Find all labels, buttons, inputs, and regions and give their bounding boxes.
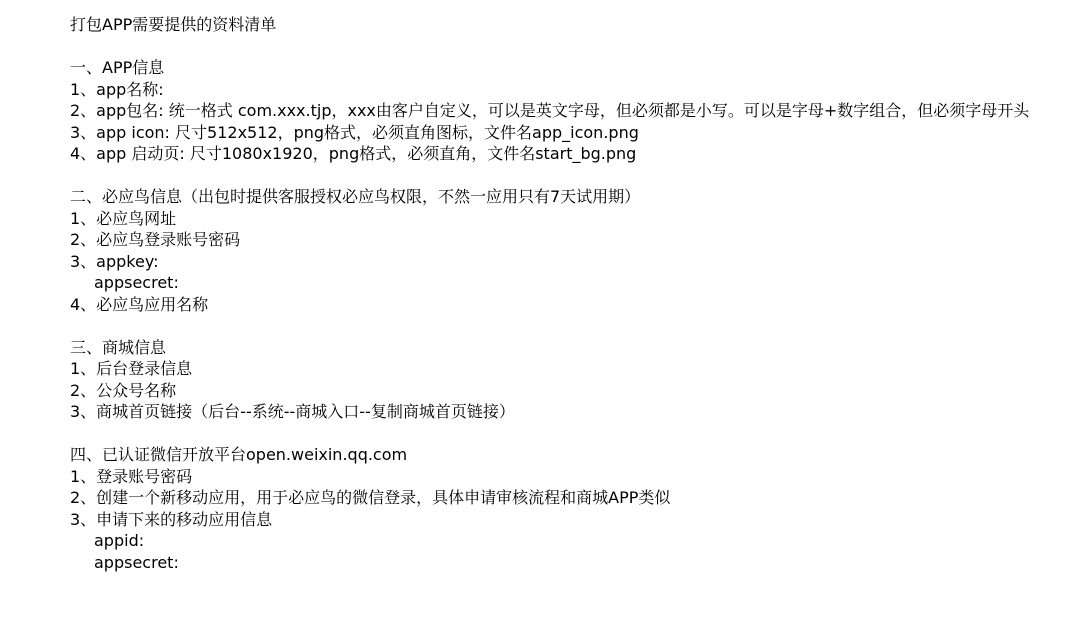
section-1-item-2: 2、app包名: 统一格式 com.xxx.tjp，xxx由客户自定义，可以是英文字母，但必须都是小写。可以是字母+数字组合，但必须字母开头 (70, 101, 1030, 120)
section-3-item-3: 3、商城首页链接（后台--系统--商城入口--复制商城首页链接） (70, 402, 515, 421)
section-1-item-3: 3、app icon: 尺寸512x512，png格式，必须直角图标，文件名app_icon.png (70, 122, 639, 142)
section-2-item-3-continuation: appsecret: (94, 273, 179, 292)
section-2-item-1: 1、必应鸟网址 (70, 208, 177, 228)
section-4-item-2: 2、创建一个新移动应用，用于必应鸟的微信登录，具体申请审核流程和商城APP类似 (70, 488, 671, 507)
blank-line (70, 315, 1069, 337)
document-body (70, 14, 1069, 573)
section-2-item-3: 3、appkey: (70, 251, 159, 271)
section-2-heading: 二、必应鸟信息（出包时提供客服授权必应鸟权限，不然一应用只有7天试用期） (70, 187, 641, 206)
section-4-item-3-continuation-appsecret: appsecret: (94, 552, 179, 572)
doc-title: 打包APP需要提供的资料清单 (70, 15, 277, 34)
blank-line (70, 165, 1069, 187)
section-4-heading: 四、已认证微信开放平台open.weixin.qq.com (70, 445, 408, 464)
blank-line (70, 423, 1069, 445)
section-1-heading: 一、APP信息 (70, 58, 165, 77)
section-3-item-2: 2、公众号名称 (70, 380, 177, 400)
section-4-item-1: 1、登录账号密码 (70, 466, 193, 486)
blank-line (70, 36, 1069, 58)
section-3-item-1: 1、后台登录信息 (70, 359, 193, 378)
section-4-item-3-continuation-appid: appid: (94, 531, 145, 550)
section-2-item-4: 4、必应鸟应用名称 (70, 294, 209, 314)
section-2-item-2: 2、必应鸟登录账号密码 (70, 230, 241, 249)
section-1-item-1: 1、app名称: (70, 79, 164, 99)
section-4-item-3: 3、申请下来的移动应用信息 (70, 509, 273, 529)
section-3-heading: 三、商城信息 (70, 337, 167, 357)
section-1-item-4: 4、app 启动页: 尺寸1080x1920，png格式，必须直角，文件名start_bg.png (70, 144, 637, 163)
